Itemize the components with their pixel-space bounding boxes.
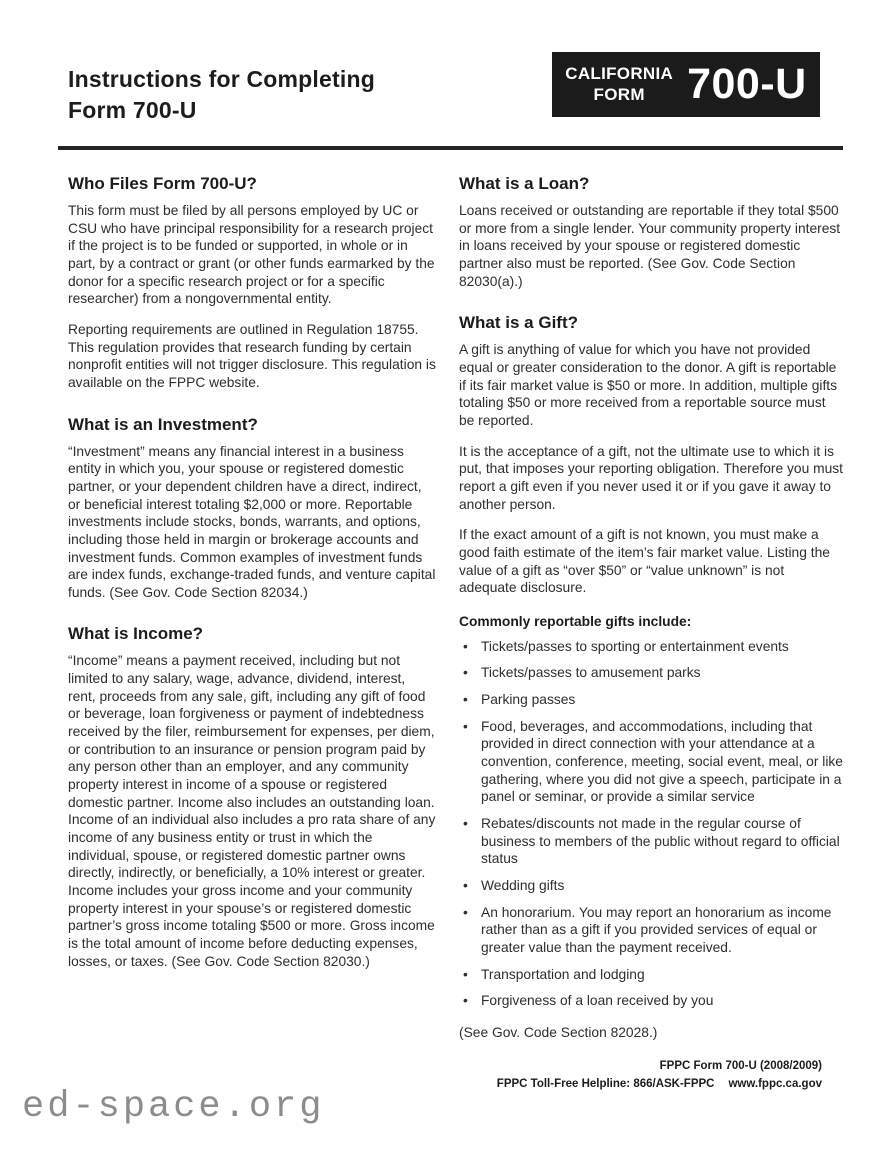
right-column — [459, 174, 843, 1042]
body-paragraph: A gift is anything of value for which you have not provided equal or greater consideration to the donor. A gift is reportable if its fair market value is $50 or more. In addition, multiple gifts totaling $50 or more received from a reportable source must be reported. — [459, 342, 838, 428]
section-gift — [459, 313, 843, 597]
section-investment — [68, 415, 436, 602]
section-heading: Who Files Form 700-U? — [68, 174, 257, 193]
footer-form-version: FPPC Form 700-U (2008/2009) — [659, 1060, 822, 1072]
body-paragraph: If the exact amount of a gift is not known, you must make a good faith estimate of the item’s fair market value. Listing the value of a gift as “over $50” or “value unknown” is not adequate disclosure. — [459, 527, 830, 596]
body-paragraph: Reporting requirements are outlined in Regulation 18755. This regulation provides that research funding by certain nonprofit entities will not trigger disclosure. This regulation is available on the FPPC website. — [68, 321, 436, 390]
list-item-text: Rebates/discounts not made in the regular course of business to members of the public without regard to official status — [481, 816, 840, 867]
list-item-text: Tickets/passes to amusement parks — [481, 665, 701, 681]
list-item — [459, 638, 843, 656]
list-item — [459, 992, 843, 1010]
bullet-marker: • — [463, 718, 468, 734]
two-column-body — [68, 174, 843, 1042]
badge-state-label: CALIFORNIA — [565, 64, 674, 84]
section-heading: What is a Loan? — [459, 174, 590, 193]
body-paragraph: “Investment” means any financial interest in a business entity in which you, your spouse or registered domestic partner, or your dependent children have a direct, indirect, or beneficial interest totaling $2,000 or more. Reportable investments include stocks, bonds, warrants, and options, including those held in margin or brokerage accounts and investment funds. Common examples of investment funds are index funds, exchange-traded funds, and venture capital funds. (See Gov. Code Section 82034.) — [68, 443, 436, 600]
list-item — [459, 691, 843, 709]
page-footer — [497, 1058, 822, 1094]
page-title-line2: Form 700-U — [68, 96, 197, 123]
bullet-marker: • — [463, 878, 468, 894]
list-item — [459, 877, 843, 895]
list-item — [459, 966, 843, 984]
bullet-marker: • — [463, 993, 468, 1009]
section-heading: What is a Gift? — [459, 313, 578, 333]
bullet-marker: • — [463, 816, 468, 832]
watermark-text: ed-space.org — [22, 1086, 325, 1128]
bullet-marker: • — [463, 966, 468, 982]
badge-form-label: FORM — [593, 84, 645, 104]
left-column — [68, 174, 436, 1042]
section-loan — [459, 174, 843, 290]
bullet-marker: • — [463, 904, 468, 920]
list-item-text: Parking passes — [481, 692, 576, 708]
gifts-list-heading: Commonly reportable gifts include: — [459, 613, 692, 629]
list-item-text: Wedding gifts — [481, 878, 565, 894]
body-paragraph: Loans received or outstanding are reportable if they total $500 or more from a single lender. Your community property interest in loans received by your spouse or registered domestic partner also must be reported. (See Gov. Code Section 82030(a).) — [459, 203, 841, 289]
body-paragraph: This form must be filed by all persons employed by UC or CSU who have principal responsibility for a research project if the project is to be funded or supported, in whole or in part, by a contract or grant (or other funds earmarked by the donor for a specific research project or for a specific researcher) from a nongovernmental entity. — [68, 203, 435, 307]
page-title — [68, 64, 375, 126]
footer-contact-line — [497, 1076, 822, 1094]
list-item-text: An honorarium. You may report an honorarium as income rather than as a gift if you provided services of equal or greater value than the payment received. — [481, 904, 832, 955]
list-item-text: Transportation and lodging — [481, 966, 645, 982]
footer-website: www.fppc.ca.gov — [728, 1077, 822, 1090]
badge-state-form — [565, 64, 673, 104]
list-item — [459, 815, 843, 868]
california-form-badge — [552, 52, 820, 117]
body-paragraph: “Income” means a payment received, including but not limited to any salary, wage, advance, dividend, interest, rent, proceeds from any sale, gift, including any gift of food or beverage, loan forgiveness or payment of indebtedness received by the filer, reimbursement for expenses, per diem, or contribution to an insurance or pension program paid by any person other than an employer, and any community property interest in income of a spouse or registered domestic partner. Income also includes an outstanding loan. Income of an individual also includes a pro rata share of any income of any business entity or trust in which the individual, spouse, or registered domestic partner owns directly, indirectly, or beneficially, a 10% interest or greater. Income includes your gross income and your community property interest in your spouse’s or registered domestic partner’s gross income totaling $500 or more. Gross income is the total amount of income before deducting expenses, losses, or taxes. (See Gov. Code Section 82030.) — [68, 653, 436, 969]
section-heading: What is an Investment? — [68, 414, 258, 434]
bullet-marker: • — [463, 665, 468, 681]
section-who-files — [68, 174, 436, 392]
footer-helpline: FPPC Toll-Free Helpline: 866/ASK-FPPC — [496, 1077, 715, 1090]
bullet-marker: • — [463, 638, 468, 654]
gifts-list — [459, 638, 843, 1010]
header-divider — [58, 146, 843, 150]
list-item-text: Forgiveness of a loan received by you — [481, 993, 714, 1009]
gifts-footnote: (See Gov. Code Section 82028.) — [459, 1024, 658, 1040]
section-heading: What is Income? — [68, 624, 204, 644]
body-paragraph: It is the acceptance of a gift, not the ultimate use to which it is put, that imposes your reporting obligation. Therefore you must report a gift even if you never used it or if you gave it away to another person. — [459, 443, 843, 512]
page-title-line1: Instructions for Completing — [68, 66, 375, 92]
bullet-marker: • — [463, 692, 468, 708]
list-item — [459, 718, 843, 806]
list-item-text: Tickets/passes to sporting or entertainment events — [481, 638, 789, 654]
list-item-text: Food, beverages, and accommodations, including that provided in direct connection with your attendance at a convention, conference, meeting, social event, meal, or like gathering, where you did not give a speech, participate in a panel or seminar, or provide a similar service — [481, 718, 843, 805]
badge-form-number: 700-U — [687, 60, 807, 108]
list-item — [459, 904, 843, 957]
list-item — [459, 664, 843, 682]
section-income — [68, 624, 436, 970]
